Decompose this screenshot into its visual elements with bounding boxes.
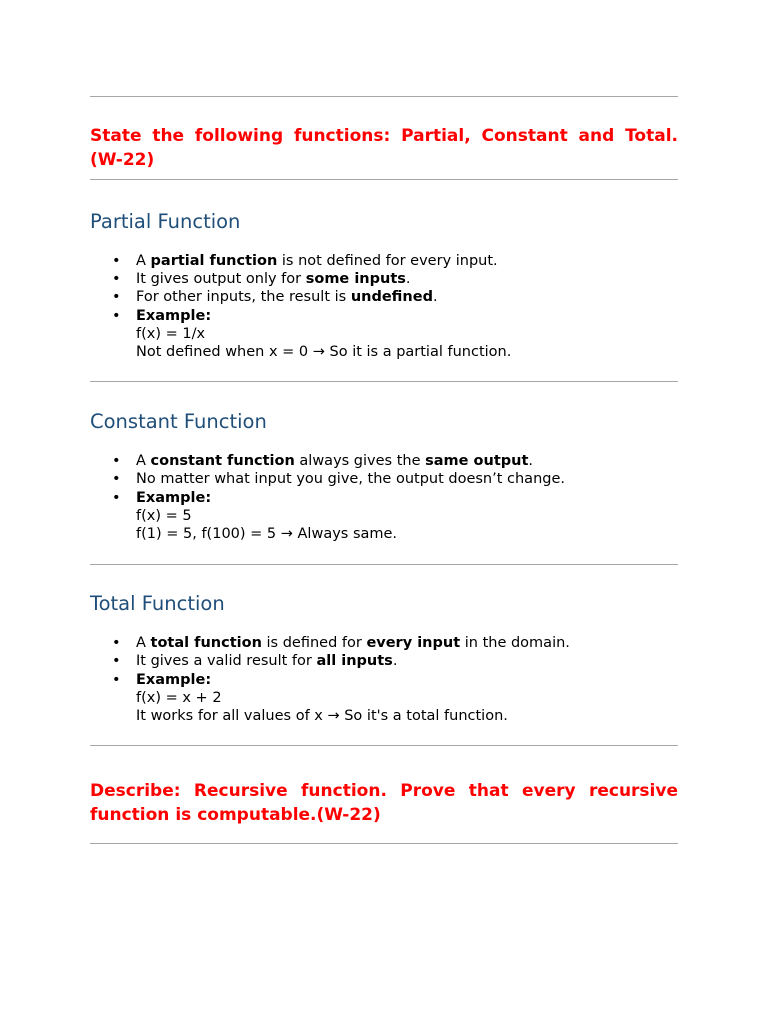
list-item-example xyxy=(136,489,678,544)
bullet-list xyxy=(90,634,678,725)
constant-function-section xyxy=(90,382,678,564)
example-note: It works for all values of x → So it's a total function. xyxy=(136,708,508,725)
bullet-list xyxy=(90,252,678,361)
example-note: f(1) = 5, f(100) = 5 → Always same. xyxy=(136,526,398,543)
section-title-constant: Constant Function xyxy=(90,410,267,434)
example-label: Example: xyxy=(136,489,212,506)
question-heading-2: Describe: Recursive function. Prove that every recursive function is computable.(W-22) xyxy=(90,781,678,826)
bullet-list xyxy=(90,452,678,543)
partial-function-section xyxy=(90,180,678,381)
example-formula: f(x) = 5 xyxy=(136,507,192,524)
list-item: • It gives a valid result for all inputs. xyxy=(136,652,678,670)
document-page xyxy=(90,96,678,844)
list-item: • A partial function is not defined for every input. xyxy=(136,252,678,270)
section-title-total: Total Function xyxy=(90,592,225,616)
divider xyxy=(90,843,678,844)
example-label: Example: xyxy=(136,671,212,688)
list-item-example xyxy=(136,307,678,362)
list-item-example xyxy=(136,671,678,726)
question-heading-1: State the following functions: Partial, Constant and Total. (W-22) xyxy=(90,126,678,170)
example-formula: f(x) = x + 2 xyxy=(136,689,222,706)
list-item: • For other inputs, the result is undefined. xyxy=(136,288,678,306)
example-formula: f(x) = 1/x xyxy=(136,325,206,342)
example-label: Example: xyxy=(136,307,212,324)
list-item: • It gives output only for some inputs. xyxy=(136,270,678,288)
list-item: • No matter what input you give, the output doesn’t change. xyxy=(136,470,678,488)
list-item: • A constant function always gives the same output. xyxy=(136,452,678,470)
example-note: Not defined when x = 0 → So it is a partial function. xyxy=(136,344,512,361)
total-function-section xyxy=(90,565,678,745)
section-title-partial: Partial Function xyxy=(90,210,241,233)
list-item: • A total function is defined for every input in the domain. xyxy=(136,634,678,652)
